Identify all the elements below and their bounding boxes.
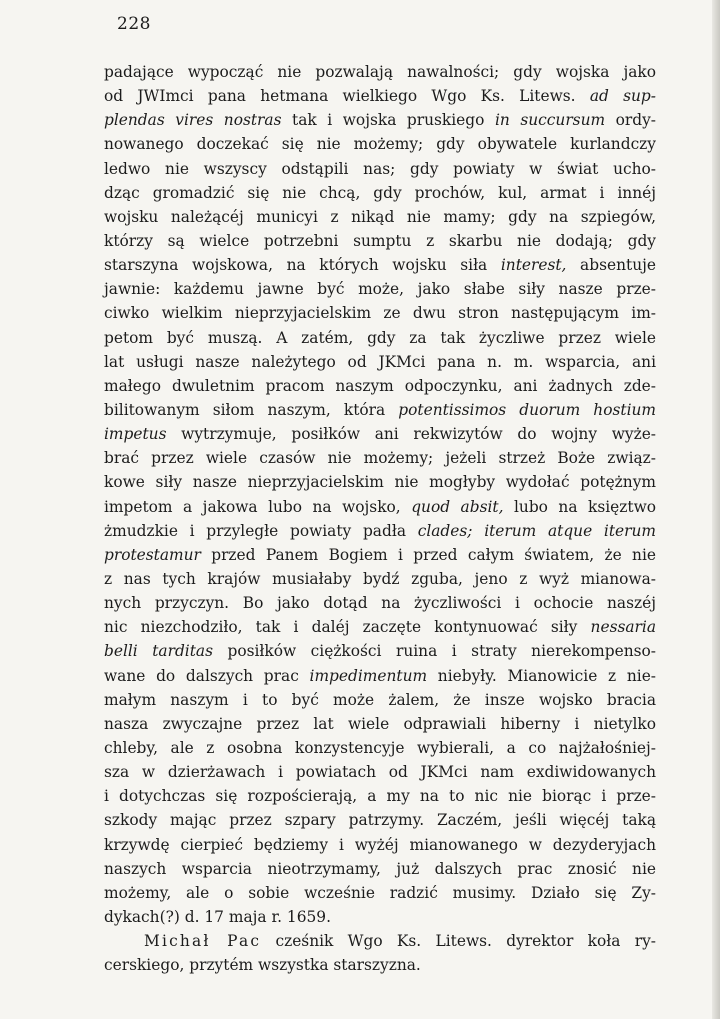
text-line (104, 736, 656, 760)
text-line (104, 881, 656, 905)
text-run: dząc gromadzić się nie chcą, gdy prochów, kul, armat i innéj (104, 183, 656, 202)
text-run: od JWImci pana hetmana wielkiego Wgo Ks. Litews. (104, 87, 590, 106)
text-line (104, 639, 656, 663)
text-run: krzywdę cierpieć będziemy i wyżéj mianowanego w dezyderyjach (104, 835, 656, 854)
text-line (104, 857, 656, 881)
text-line (104, 398, 656, 422)
text-line (104, 808, 656, 832)
text-line (104, 108, 656, 132)
text-line (104, 326, 656, 350)
text-line (104, 712, 656, 736)
text-line (104, 543, 656, 567)
text-run: cerskiego, przytém wszystka starszyzna. (104, 956, 421, 975)
text-run: wane do dalszych prac (104, 666, 310, 685)
text-line (104, 470, 656, 494)
text-line (104, 132, 656, 156)
text-line (104, 833, 656, 857)
text-line (104, 760, 656, 784)
text-line (104, 277, 656, 301)
text-line (104, 84, 656, 108)
italic-text: interest, (500, 256, 567, 275)
text-run: ciwko wielkim nieprzyjacielskim ze dwu stron następującym im- (104, 304, 656, 323)
text-run: posiłków ciężkości ruina i straty nierekompenso- (212, 642, 656, 661)
text-run: lat usługi nasze należytego od JKMci pana n. m. wsparcia, ani (104, 352, 656, 371)
text-run: lubo na księztwo (503, 497, 657, 516)
text-line (104, 446, 656, 470)
text-run: ordy- (605, 111, 656, 130)
text-run: bilitowanym siłom naszym, która (104, 400, 399, 419)
text-run: którzy są wielce potrzebni sumptu z skarbu nie dodają; gdy (104, 231, 656, 250)
text-run: padające wypocząć nie pozwalają nawalności; gdy wojska jako (104, 63, 656, 81)
text-run: nasza zwyczajne przez lat wiele odprawiali hiberny i nietylko (104, 714, 656, 733)
italic-text: nessaria (590, 618, 656, 637)
text-line (104, 688, 656, 712)
text-run: kowe siły nasze nieprzyjacielskim nie mogłyby wydołać potężnym (104, 473, 656, 492)
text-run: ledwo nie wszyscy odstąpili nas; gdy powiaty w świat ucho- (104, 159, 656, 178)
text-line (104, 784, 656, 808)
italic-text: iterum atque iterum (484, 521, 656, 540)
text-run: naszych wsparcia nieotrzymamy, już dalszych prac znosić nie (104, 859, 656, 878)
italic-text: belli tarditas (104, 642, 213, 661)
italic-text: ad sup- (589, 87, 656, 106)
text-line (104, 519, 656, 543)
text-line (104, 253, 656, 277)
text-line (104, 422, 656, 446)
italic-text: clades; (417, 521, 473, 540)
text-run: niebyły. Mianowicie z nie- (427, 666, 656, 685)
page-edge-shadow (712, 0, 720, 1019)
text-line (104, 615, 656, 639)
italic-text: impetus (104, 425, 167, 444)
text-run: petom być muszą. A zatém, gdy za tak życzliwe przez wiele (104, 328, 656, 347)
text-line (104, 157, 656, 181)
text-line (104, 567, 656, 591)
text-run: i dotychczas się rozpościerają, a my na to nic nie biorąc i prze- (104, 787, 656, 806)
text-line (104, 495, 656, 519)
text-run: dykach(?) d. 17 maja r. 1659. (104, 907, 331, 926)
text-run: małym naszym i to być może żalem, że insze wojsko bracia (104, 690, 656, 709)
text-run: impetom a jakowa lubo na wojsko, (104, 497, 412, 516)
text-run: wytrzymuje, posiłków ani rekwizytów do wojny wyże- (166, 425, 656, 444)
text-run (472, 522, 484, 540)
text-line (104, 181, 656, 205)
text-line (104, 301, 656, 325)
text-run: nych przyczyn. Bo jako dotąd na życzliwości i ochocie naszéj (104, 594, 656, 613)
text-line (104, 60, 656, 84)
text-line (104, 664, 656, 688)
italic-text: potentissimos duorum hostium (398, 400, 656, 419)
text-run: nic niezchodziło, tak i daléj zaczęte kontynuować siły (104, 618, 591, 637)
text-run: przed Panem Bogiem i przed całym światem, że nie (200, 545, 656, 564)
text-run: starszyna wojskowa, na których wojsku siła (104, 256, 501, 275)
spaced-name: Michał Pac (144, 932, 262, 951)
italic-text: plendas vires nostras (104, 111, 282, 130)
italic-text: protestamur (104, 545, 201, 564)
text-line (104, 953, 656, 977)
text-run: z nas tych krajów musiałaby bydź zguba, jeno z wyż mianowa- (104, 569, 656, 588)
text-line (104, 905, 656, 929)
text-run: sza w dzierżawach i powiatach od JKMci nam exdiwidowanych (104, 763, 656, 782)
text-run: jawnie: każdemu jawne być może, jako słabe siły nasze prze- (104, 280, 656, 299)
text-line (104, 205, 656, 229)
text-run: brać przez wiele czasów nie możemy; jeżeli strzeż Boże związ- (104, 449, 656, 468)
italic-text: quod absit, (411, 497, 504, 516)
text-run: tak i wojska pruskiego (281, 111, 495, 130)
text-run: małego dwuletnim pracom naszym odpoczynku, ani żadnych zde- (104, 376, 656, 395)
text-line (104, 929, 656, 953)
italic-text: in succursum (494, 111, 606, 130)
text-run: absentuje (566, 256, 656, 275)
text-run: wojsku należącéj municyi z nikąd nie mamy; gdy na szpiegów, (104, 207, 656, 226)
italic-text: impedimentum (309, 666, 428, 685)
text-line (104, 591, 656, 615)
text-run: chleby, ale z osobna konzystencyje wybierali, a co najżałośniej- (104, 738, 656, 757)
text-line (104, 374, 656, 398)
text-run: możemy, ale o sobie wcześnie radzić musimy. Działo się Zy- (104, 883, 656, 902)
text-run: cześnik Wgo Ks. Litews. dyrektor koła ry- (261, 932, 656, 951)
text-line (104, 350, 656, 374)
text-run: żmudzkie i przyległe powiaty padła (104, 521, 418, 540)
document-body (104, 60, 656, 977)
text-run: szkody mając przez szpary patrzymy. Zaczém, jeśli więcéj taką (104, 811, 656, 830)
text-line (104, 229, 656, 253)
page-number: 228 (117, 14, 151, 34)
text-run: nowanego doczekać się nie możemy; gdy obywatele kurlandczy (104, 135, 656, 154)
